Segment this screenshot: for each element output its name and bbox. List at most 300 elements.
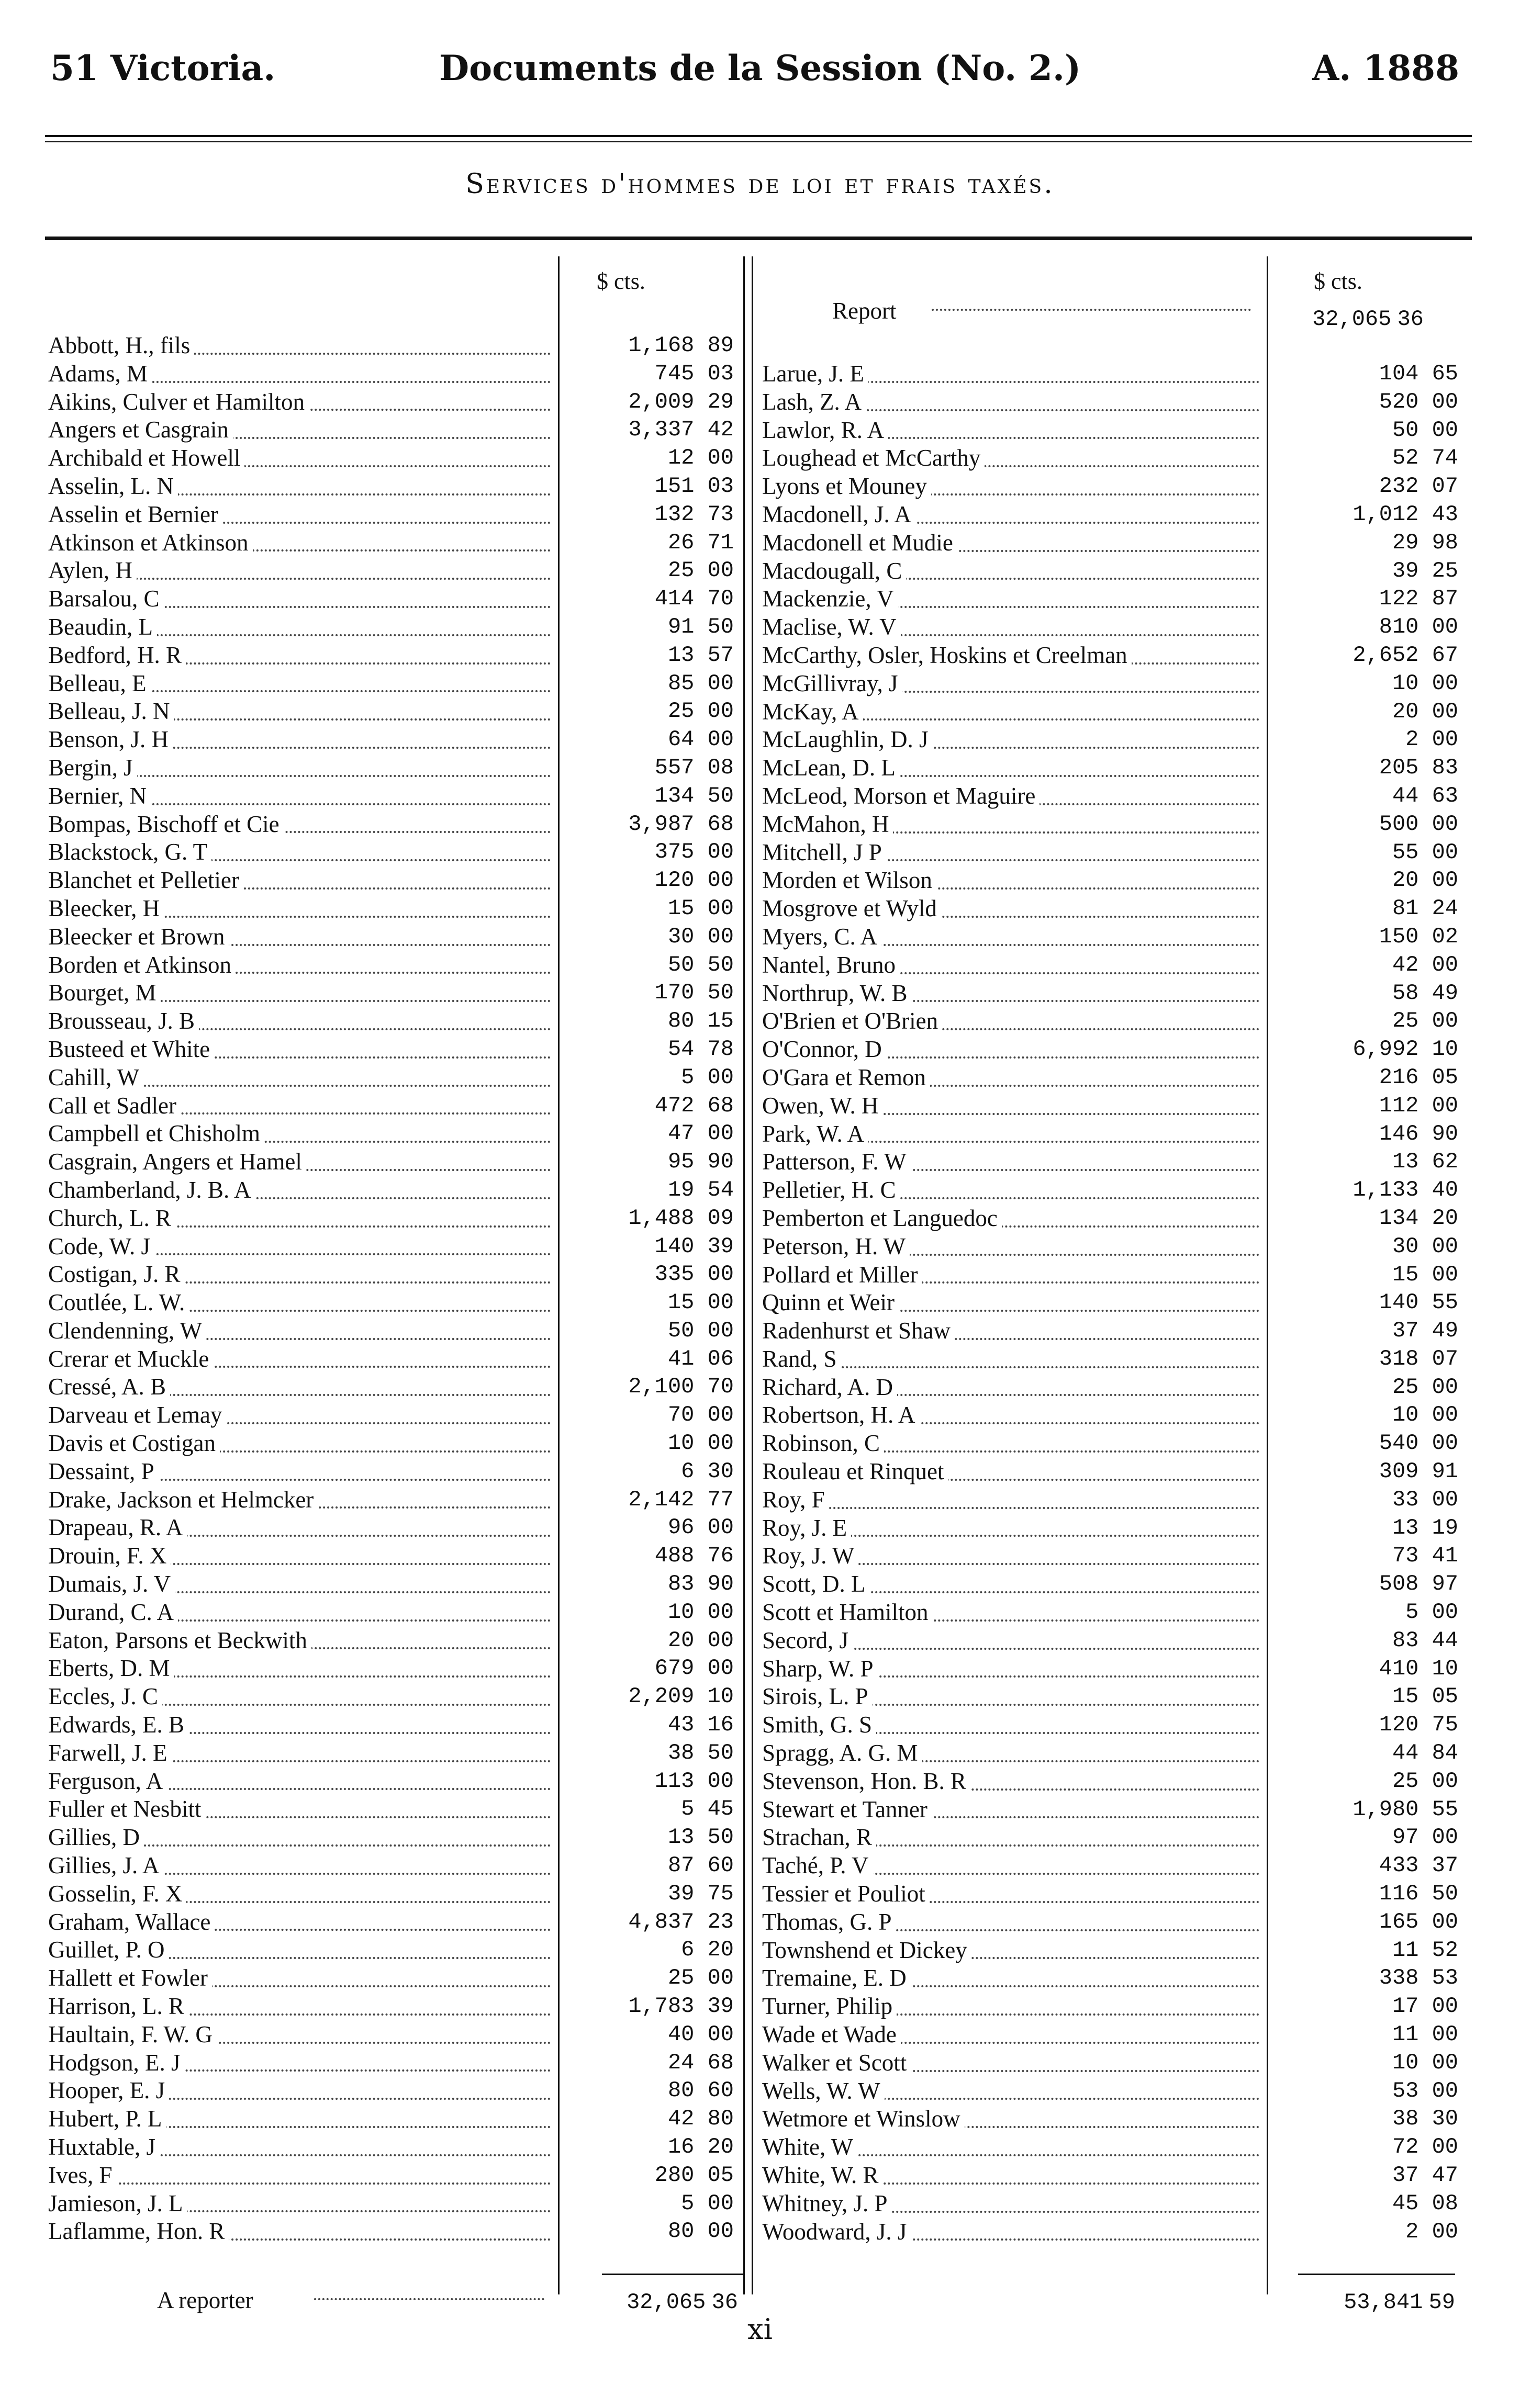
entry-amount [566,472,734,501]
entry-dollars: 72 [1392,2134,1419,2160]
entry-cents: 10 [1432,1656,1458,1681]
entry-cents: 00 [1432,952,1458,977]
entry-cents: 10 [707,1684,734,1709]
entry-name: Walker et Scott [762,2050,911,2076]
carry-forward-cents: 36 [711,2290,738,2315]
grand-total-amount [1277,2287,1455,2315]
entry-dollars: 10 [1392,1402,1419,1428]
entry-dollars: 5 [681,1796,695,1822]
entry-cents: 00 [1432,1008,1458,1034]
entry-dollars: 53 [1392,2078,1419,2103]
entry-dollars: 170 [654,980,695,1006]
entry-dollars: 50 [667,1318,695,1343]
entry-name: McKay, A [762,699,863,725]
entry-cents: 30 [1432,2106,1458,2132]
entry-name: Bourget, M [48,980,161,1006]
entry-amount [1291,1064,1458,1092]
entry-amount [1291,1908,1458,1937]
entry-amount [1291,980,1458,1008]
entry-name: Taché, P. V [762,1852,873,1878]
entry-cents: 39 [707,1233,734,1259]
entry-amount [1291,1317,1458,1345]
entry-dollars: 318 [1379,1346,1419,1371]
entry-name: Radenhurst et Shaw [762,1318,955,1344]
entry-name: Call et Sadler [48,1093,181,1119]
entry-name: Larue, J. E [762,361,868,387]
entry-dollars: 85 [667,670,695,696]
entry-dollars: 410 [1379,1656,1419,1681]
report-label: Report [832,298,897,324]
entry-name: White, W. R [762,2162,883,2188]
entry-cents: 41 [1432,1543,1458,1569]
entry-cents: 75 [1432,1712,1458,1738]
entry-amount [566,951,734,980]
entry-amount [566,1036,734,1064]
entry-dollars: 120 [1379,1712,1419,1738]
entry-amount [1291,1458,1458,1486]
entry-amount [1291,782,1458,811]
entry-dollars: 2 [1405,727,1419,752]
entry-name: Robertson, H. A [762,1402,920,1428]
entry-name: Archibald et Howell [48,445,244,471]
entry-name: Peterson, H. W [762,1233,910,1259]
report-amount [1277,303,1424,332]
entry-dollars: 540 [1379,1431,1419,1456]
entry-cents: 39 [707,1994,734,2019]
entry-dollars: 20 [667,1627,695,1653]
entry-dollars: 73 [1392,1543,1419,1569]
entry-cents: 03 [707,473,734,499]
entry-dollars: 2,142 [628,1487,695,1512]
entry-dollars: 151 [654,473,695,499]
entry-cents: 50 [707,980,734,1006]
entry-cents: 68 [707,1093,734,1118]
entry-dollars: 472 [654,1093,695,1118]
entry-dollars: 5 [1405,1600,1419,1625]
entry-cents: 77 [707,1487,734,1512]
entry-dollars: 25 [1392,1374,1419,1400]
entry-name: Stevenson, Hon. B. R [762,1768,970,1794]
report-leader [932,309,1251,311]
entry-amount [1291,1993,1458,2021]
entry-name: Secord, J [762,1627,853,1653]
entry-name: Strachan, R [762,1824,876,1850]
entry-dollars: 97 [1392,1825,1419,1850]
entry-amount [566,1120,734,1148]
entry-cents: 90 [707,1149,734,1175]
entry-amount [566,1373,734,1401]
entry-amount [1291,642,1458,670]
entry-name: Myers, C. A [762,924,881,950]
entry-dollars: 50 [1392,417,1419,443]
entry-name: Bedford, H. R [48,642,186,668]
entry-name: Robinson, C [762,1430,884,1456]
entry-name: McLaughlin, D. J [762,726,932,752]
right-currency-heading: $ cts. [1314,268,1362,294]
entry-name: Casgrain, Angers et Hamel [48,1149,306,1175]
entry-name: Asselin, L. N [48,473,178,499]
entry-amount [566,895,734,923]
entry-dollars: 1,783 [628,1994,695,2019]
entry-name-cell [48,2218,551,2246]
entry-dollars: 96 [667,1515,695,1540]
entry-cents: 53 [1432,1965,1458,1991]
entry-amount [566,1430,734,1458]
entry-cents: 42 [707,417,734,443]
entry-amount [566,1064,734,1092]
entry-cents: 08 [707,755,734,780]
entry-dollars: 39 [667,1881,695,1906]
entry-dollars: 15 [667,1290,695,1315]
entry-cents: 90 [1432,1121,1458,1146]
entry-cents: 00 [707,445,734,471]
entry-cents: 44 [1432,1627,1458,1653]
entry-cents: 20 [707,2134,734,2159]
entry-name: Bernier, N [48,783,151,809]
entry-dollars: 140 [1379,1290,1419,1315]
header-rule-top [45,135,1472,137]
entry-cents: 84 [1432,1740,1458,1766]
entry-name: McCarthy, Osler, Hoskins et Creelman [762,642,1132,668]
entry-cents: 00 [1432,1994,1458,2019]
entry-name: McLean, D. L [762,755,900,781]
entry-cents: 00 [1432,1402,1458,1428]
entry-cents: 00 [1432,389,1458,414]
entry-name: Thomas, G. P [762,1909,896,1935]
entry-dollars: 10 [667,1431,695,1456]
entry-name: Smith, G. S [762,1712,876,1738]
entry-name: Gosselin, F. X [48,1881,186,1907]
list-item [48,2218,744,2246]
entry-dollars: 165 [1379,1909,1419,1934]
entry-dollars: 4,837 [628,1909,695,1934]
entry-cents: 71 [707,530,734,555]
entry-amount [566,754,734,782]
entry-cents: 00 [707,1431,734,1456]
entry-dollars: 338 [1379,1965,1419,1991]
entry-dollars: 20 [1392,699,1419,724]
entry-amount [1291,1345,1458,1374]
entry-cents: 76 [707,1543,734,1569]
left-fee-list [48,332,744,2246]
entry-cents: 49 [1432,1318,1458,1344]
entry-amount [1291,2105,1458,2133]
entry-cents: 30 [707,1458,734,1484]
entry-cents: 68 [707,811,734,837]
entry-amount [566,1514,734,1542]
entry-cents: 50 [707,952,734,977]
entry-name: Spragg, A. G. M [762,1740,922,1766]
entry-amount [1291,388,1458,417]
entry-dollars: 41 [667,1346,695,1371]
entry-dollars: 6 [681,1937,695,1963]
entry-amount [1291,360,1458,388]
entry-cents: 55 [1432,1796,1458,1822]
entry-name: Crerar et Muckle [48,1346,213,1372]
entry-dollars: 6,992 [1353,1037,1419,1062]
entry-amount [1291,1007,1458,1036]
entry-amount [1291,1148,1458,1176]
entry-amount [566,1768,734,1796]
entry-dollars: 33 [1392,1487,1419,1512]
entry-cents: 05 [1432,1684,1458,1709]
entry-cents: 02 [1432,924,1458,949]
entry-cents: 00 [1432,868,1458,893]
entry-dollars: 15 [1392,1262,1419,1287]
entry-name: O'Brien et O'Brien [762,1008,942,1034]
list-item [762,2218,1458,2246]
entry-cents: 00 [707,2219,734,2244]
entry-name: Lyons et Mouney [762,473,931,499]
entry-amount [566,2021,734,2049]
entry-dollars: 95 [667,1149,695,1175]
entry-cents: 50 [707,1740,734,1765]
entry-dollars: 2,100 [628,1374,695,1400]
entry-amount [566,2190,734,2218]
entry-name: Rand, S [762,1346,841,1372]
entry-name: Eccles, J. C [48,1683,162,1709]
entry-cents: 19 [1432,1515,1458,1540]
entry-cents: 00 [1432,2022,1458,2047]
entry-dollars: 80 [667,2219,695,2244]
entry-dollars: 3,337 [628,417,695,443]
entry-cents: 50 [707,783,734,808]
header-year: A. 1888 [1312,48,1459,88]
entry-name: Davis et Costigan [48,1430,220,1456]
entry-dollars: 112 [1379,1093,1419,1118]
entry-dollars: 1,012 [1353,501,1419,527]
entry-amount [1291,895,1458,923]
entry-amount [566,1007,734,1036]
entry-name: Belleau, J. N [48,698,174,724]
entry-dollars: 11 [1392,1937,1419,1963]
entry-amount [566,1739,734,1768]
entry-dollars: 50 [667,952,695,977]
entry-amount [1291,1627,1458,1655]
entry-name: Dumais, J. V [48,1571,175,1597]
entry-cents: 62 [1432,1149,1458,1175]
entry-name: Lash, Z. A [762,389,866,415]
entry-name: Laflamme, Hon. R [48,2218,229,2244]
entry-name: Pemberton et Languedoc [762,1205,1002,1231]
entry-amount [566,1627,734,1655]
entry-cents: 87 [1432,586,1458,612]
entry-amount [566,2105,734,2133]
entry-amount [1291,839,1458,867]
entry-name: Haultain, F. W. G [48,2021,217,2047]
entry-cents: 00 [1432,699,1458,724]
entry-dollars: 113 [654,1768,695,1794]
entry-amount [1291,2021,1458,2049]
header-rule-bottom [45,141,1472,142]
entry-name: Farwell, J. E [48,1740,171,1766]
carry-forward-label: A reporter [157,2287,253,2313]
entry-name: Harrison, L. R [48,1993,188,2019]
entry-dollars: 25 [1392,1008,1419,1034]
entry-name: Owen, W. H [762,1093,883,1119]
entry-amount [1291,1796,1458,1824]
entry-name: Gillies, D [48,1824,144,1850]
entry-dollars: 150 [1379,924,1419,949]
entry-amount [1291,951,1458,980]
entry-name: Ives, F [48,2162,117,2188]
entry-amount [566,1317,734,1345]
entry-name: Bergin, J [48,755,137,781]
entry-name: Drouin, F. X [48,1543,171,1569]
entry-name: Guillet, P. O [48,1937,169,1963]
entry-cents: 50 [1432,1881,1458,1907]
entry-amount [566,923,734,951]
entry-amount [566,2218,734,2246]
entry-cents: 00 [1432,670,1458,696]
entry-cents: 73 [707,501,734,527]
entry-amount [566,1795,734,1824]
entry-cents: 09 [707,1205,734,1231]
entry-amount [566,2077,734,2105]
entry-name: Campbell et Chisholm [48,1120,264,1146]
entry-cents: 80 [707,2106,734,2132]
entry-dollars: 44 [1392,1740,1419,1766]
entry-cents: 91 [1432,1459,1458,1484]
entry-amount [566,782,734,811]
entry-cents: 00 [1432,1909,1458,1934]
entry-cents: 20 [707,1937,734,1963]
entry-amount [1291,1289,1458,1317]
entry-amount [1291,1542,1458,1570]
entry-amount [566,670,734,698]
entry-amount [566,811,734,839]
entry-cents: 08 [1432,2190,1458,2216]
entry-amount [566,360,734,388]
entry-amount [566,726,734,754]
entry-amount [566,585,734,613]
entry-amount [566,1486,734,1514]
entry-amount [1291,557,1458,586]
entry-cents: 00 [707,1768,734,1794]
entry-dollars: 40 [667,2021,695,2047]
entry-cents: 52 [1432,1937,1458,1963]
entry-name: Mosgrove et Wyld [762,895,941,921]
entry-dollars: 24 [667,2050,695,2075]
entry-name: Darveau et Lemay [48,1402,226,1428]
entry-amount [1291,2049,1458,2077]
entry-dollars: 44 [1392,783,1419,808]
entry-name: Aylen, H [48,557,137,583]
entry-amount [566,1401,734,1430]
entry-cents: 00 [1432,2078,1458,2103]
entry-dollars: 42 [1392,952,1419,977]
entry-name: Coutlée, L. W. [48,1289,189,1315]
entry-amount [566,1092,734,1120]
entry-amount [1291,2077,1458,2106]
entry-dollars: 13 [1392,1515,1419,1540]
entry-amount [566,613,734,642]
entry-name: Mackenzie, V [762,586,898,612]
entry-dollars: 70 [667,1402,695,1428]
entry-cents: 00 [707,1656,734,1681]
entry-cents: 50 [707,614,734,639]
entry-name: Bleecker et Brown [48,924,229,950]
right-total-rule [1298,2274,1455,2275]
entry-name: Benson, J. H [48,726,173,752]
entry-name: Durand, C. A [48,1599,178,1625]
entry-name: Eaton, Parsons et Beckwith [48,1627,311,1653]
entry-dollars: 19 [667,1177,695,1202]
entry-name: Tessier et Pouliot [762,1881,930,1907]
entry-dollars: 134 [654,783,695,808]
entry-cents: 00 [707,699,734,724]
entry-cents: 67 [1432,642,1458,668]
carry-forward-amount [576,2287,738,2315]
entry-name: Park, W. A [762,1121,868,1147]
entry-dollars: 679 [654,1656,695,1681]
entry-amount [566,1176,734,1205]
entry-dollars: 205 [1379,755,1419,781]
entry-cents: 00 [1432,614,1458,640]
entry-name: Stewart et Tanner [762,1796,932,1822]
entry-amount [1291,1768,1458,1796]
entry-amount [566,1936,734,1964]
entry-name: Sharp, W. P [762,1656,878,1682]
entry-dollars: 745 [654,361,695,386]
entry-cents: 00 [1432,1600,1458,1625]
entry-amount [1291,1964,1458,1993]
entry-name: Macdonell, J. A [762,501,915,527]
entry-dollars: 116 [1379,1881,1419,1907]
entry-cents: 00 [1432,2219,1458,2244]
entry-amount [566,2049,734,2077]
entry-name: Roy, J. W [762,1543,858,1569]
entry-amount [1291,1514,1458,1543]
entry-dollars: 1,980 [1353,1796,1419,1822]
entry-cents: 50 [707,1825,734,1850]
entry-amount [1291,2162,1458,2190]
entry-amount [566,1655,734,1683]
entry-dollars: 38 [1392,2106,1419,2132]
entry-dollars: 335 [654,1262,695,1287]
entry-amount [566,1880,734,1908]
entry-amount [1291,613,1458,642]
entry-cents: 00 [707,670,734,696]
entry-amount [1291,1711,1458,1739]
entry-amount [566,1711,734,1739]
entry-name: Angers et Casgrain [48,417,233,443]
entry-cents: 00 [707,1290,734,1315]
entry-cents: 00 [1432,1825,1458,1850]
entry-cents: 00 [1432,811,1458,837]
entry-cents: 00 [707,2021,734,2047]
entry-name: Hodgson, E. J [48,2050,185,2076]
left-currency-heading: $ cts. [597,268,645,294]
entry-cents: 00 [1432,2134,1458,2160]
entry-name: Drapeau, R. A [48,1514,187,1540]
entry-dollars: 433 [1379,1853,1419,1878]
entry-dollars: 2,209 [628,1684,695,1709]
entry-amount [1291,529,1458,557]
entry-name: O'Gara et Remon [762,1064,930,1090]
entry-amount [1291,1233,1458,1261]
entry-cents: 63 [1432,783,1458,808]
entry-amount [566,1908,734,1937]
entry-dollars: 120 [654,868,695,893]
entry-name: O'Connor, D [762,1036,886,1062]
entry-amount [1291,726,1458,754]
entry-cents: 00 [707,1965,734,1991]
entry-amount [1291,1036,1458,1064]
entry-dollars: 13 [667,642,695,668]
entry-dollars: 38 [667,1740,695,1765]
entry-name: Quinn et Weir [762,1289,899,1315]
